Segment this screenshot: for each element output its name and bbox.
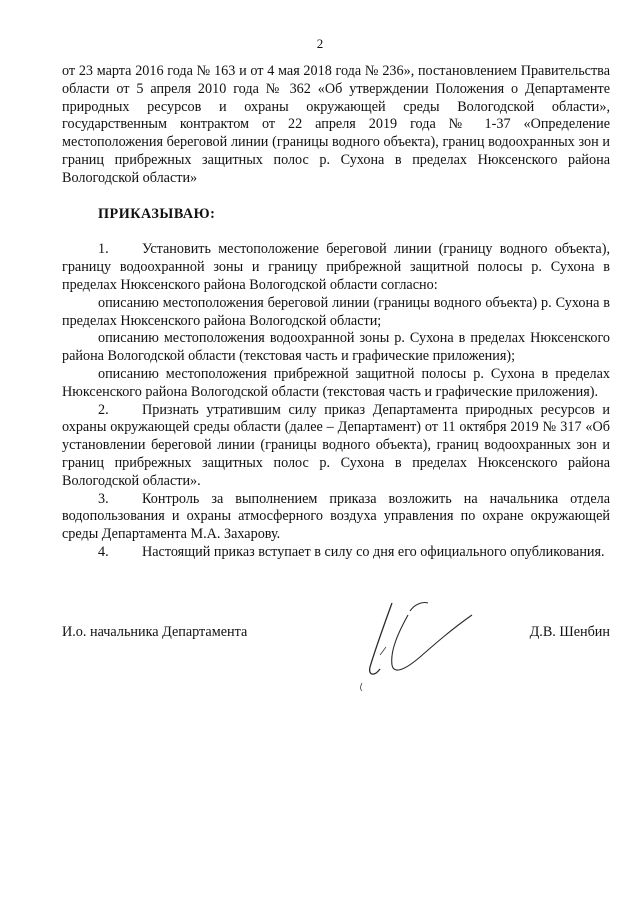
item-number: 2.	[98, 401, 109, 418]
signer-title: И.о. начальника Департамента	[62, 624, 248, 640]
item-1-sub-1: описанию местоположения береговой линии (границы водного объекта) р. Сухона в пределах Нюксенского района Вологодской области;	[62, 294, 610, 329]
item-2	[62, 402, 610, 491]
item-number: 4.	[98, 543, 109, 560]
item-text: Настоящий приказ вступает в силу со дня его официального опубликования.	[142, 543, 605, 560]
item-4	[62, 544, 610, 562]
document-body	[62, 63, 610, 562]
signature-block	[62, 624, 610, 648]
item-text: Контроль за выполнением приказа возложить на начальника отдела водопользования и охраны атмосферного воздуха управления по охране окружающей среды Департамента М.А. Захарову.	[62, 490, 610, 543]
intro-paragraph: от 23 марта 2016 года № 163 и от 4 мая 2018 года № 236», постановлением Правительства области от 5 апреля 2010 года № 362 «Об утверждении Положения о Департаменте природных ресурсов и охраны окружающей среды Вологодской области», государственным контрактом от 22 апреля 2019 года № 1-37 «Определение местоположения береговой линии (границы водного объекта), границ водоохранных зон и границ прибрежных защитных полос р. Сухона в пределах Нюксенского района Вологодской области»	[62, 63, 610, 186]
page-number: 2	[316, 36, 324, 51]
item-3	[62, 491, 610, 544]
item-number: 3.	[98, 490, 109, 507]
item-number: 1.	[98, 241, 109, 258]
item-1	[62, 241, 610, 294]
signer-name: Д.В. Шенбин	[529, 624, 610, 640]
item-1-sub-2: описанию местоположения водоохранной зоны р. Сухона в пределах Нюксенского района Вологодской области (текстовая часть и графические приложения);	[62, 330, 610, 365]
item-text: Признать утратившим силу приказ Департамента природных ресурсов и охраны окружающей среды области (далее – Департамент) от 11 октября 2019 № 317 «Об установлении береговой линии (границы водного объекта), границ водоохранных зон и границ прибрежных защитных полос р. Сухона в пределах Нюксенского района Вологодской области».	[62, 401, 610, 489]
decree-heading: ПРИКАЗЫВАЮ:	[98, 205, 216, 222]
item-1-sub-3: описанию местоположения прибрежной защитной полосы р. Сухона в пределах Нюксенского района Вологодской области (текстовая часть и графические приложения).	[62, 365, 610, 400]
item-text: Установить местоположение береговой линии (границу водного объекта), границу водоохранной зоны и границу прибрежной защитной полосы р. Сухона в пределах Нюксенского района Вологодской области согласно:	[62, 241, 610, 293]
